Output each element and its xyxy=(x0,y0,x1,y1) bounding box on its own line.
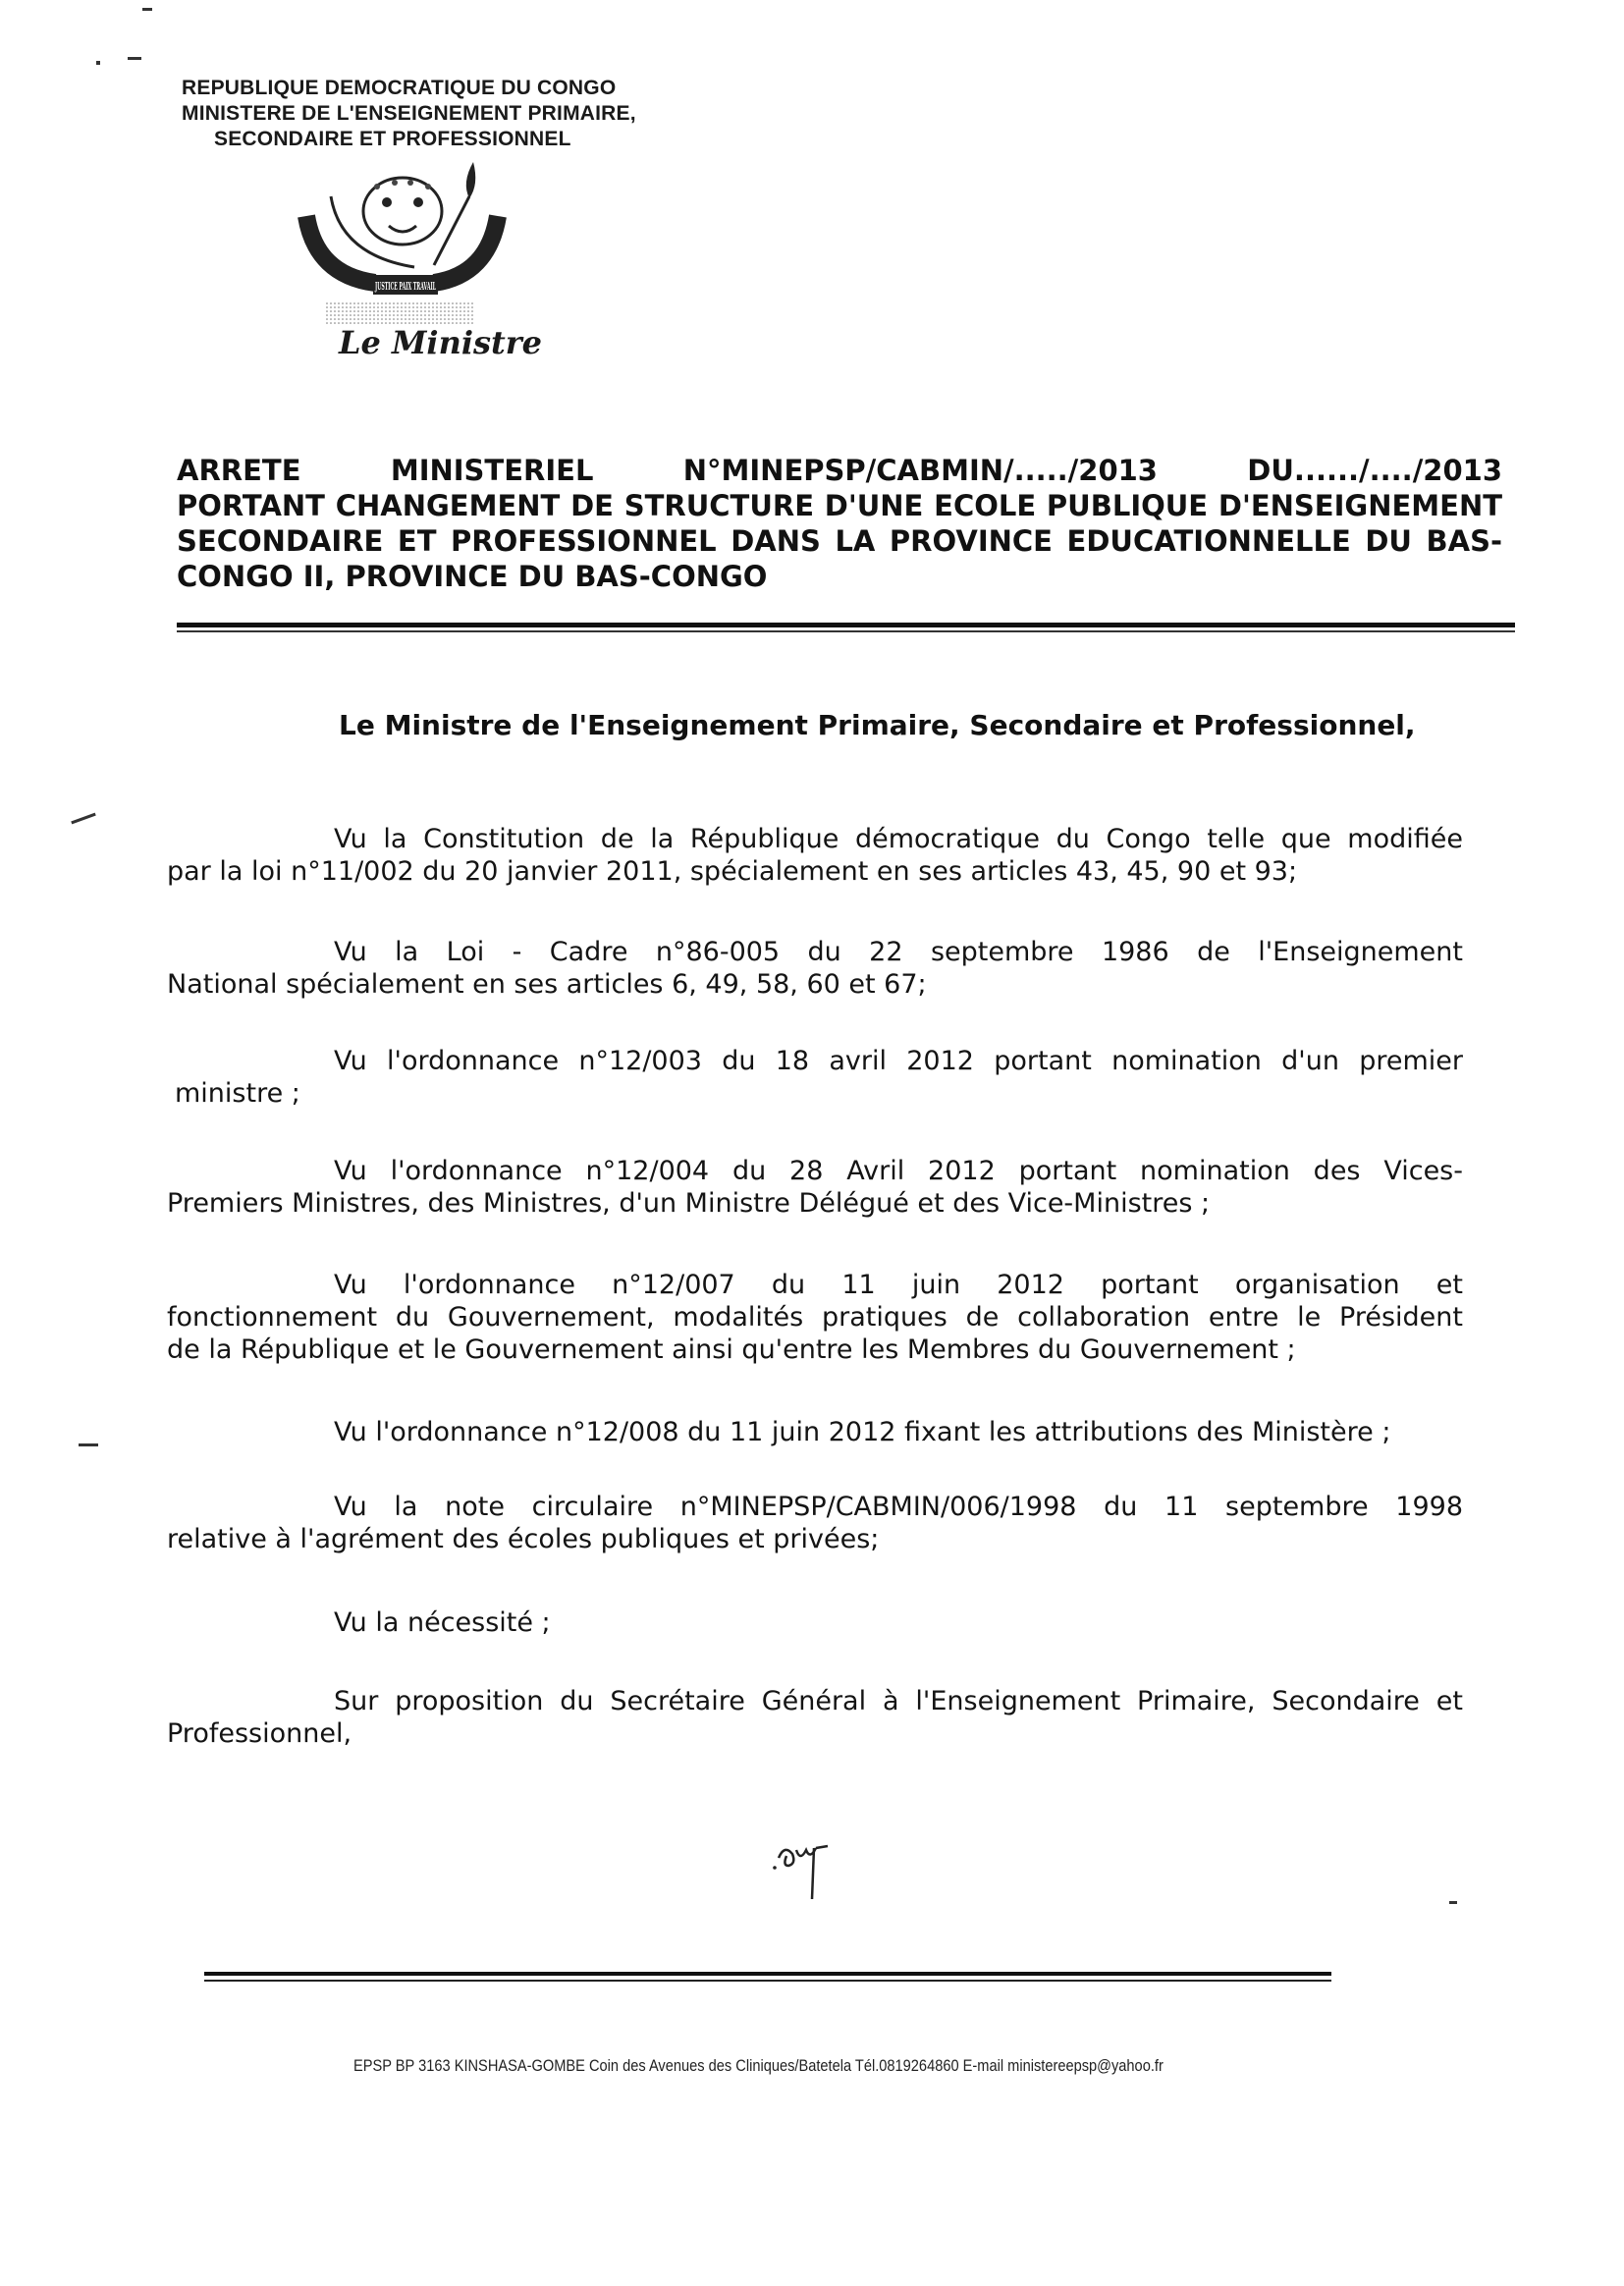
handwritten-initials xyxy=(771,1836,839,1905)
title-rule-thin xyxy=(177,630,1515,632)
paragraph-ordonnance-008 xyxy=(167,1416,1463,1448)
paragraph-necessite xyxy=(167,1606,1463,1639)
scan-speck xyxy=(142,8,152,11)
paragraph-line: Professionnel, xyxy=(167,1718,352,1749)
paragraph-line: National spécialement en ses articles 6, 49, 58, 60 et 67; xyxy=(167,969,927,1000)
signature-block-title: Le Ministre xyxy=(339,324,543,361)
paragraph-line: Vu la Constitution de la République démocratique du Congo telle que modifiée xyxy=(334,824,1463,854)
paragraph-line: Vu l'ordonnance n°12/004 du 28 Avril 2012 portant nomination des Vices- xyxy=(334,1156,1463,1186)
paragraph-line: Vu la Loi - Cadre n°86-005 du 22 septembre 1986 de l'Enseignement xyxy=(334,937,1463,967)
paragraph-line: Sur proposition du Secrétaire Général à l'Enseignement Primaire, Secondaire et xyxy=(334,1686,1463,1716)
decree-number: ARRETE MINISTERIEL N°MINEPSP/CABMIN/...../2013 DU....../..../2013 xyxy=(177,454,1502,487)
paragraph-line: ministre ; xyxy=(175,1078,300,1109)
paragraph-line: Vu l'ordonnance n°12/008 du 11 juin 2012 fixant les attributions des Ministère ; xyxy=(334,1417,1391,1447)
scan-speck xyxy=(1449,1901,1457,1904)
title-rule xyxy=(177,623,1515,627)
scan-speck xyxy=(128,57,141,60)
paragraph-line: Vu l'ordonnance n°12/007 du 11 juin 2012 portant organisation et xyxy=(334,1270,1463,1300)
paragraph-ordonnance-004 xyxy=(167,1155,1463,1220)
paragraph-note-circulaire xyxy=(167,1491,1463,1555)
paragraph-line: relative à l'agrément des écoles publiques et privées; xyxy=(167,1524,880,1554)
minister-heading: Le Ministre de l'Enseignement Primaire, Secondaire et Professionnel, xyxy=(339,709,1416,741)
header-republic: REPUBLIQUE DEMOCRATIQUE DU CONGO xyxy=(182,77,617,99)
congo-emblem-icon xyxy=(287,157,513,344)
scan-speck xyxy=(71,813,95,825)
paragraph-line: de la République et le Gouvernement ainsi qu'entre les Membres du Gouvernement ; xyxy=(167,1334,1296,1365)
header-ministry-line1: MINISTERE DE L'ENSEIGNEMENT PRIMAIRE, xyxy=(182,102,636,125)
paragraph-line: Premiers Ministres, des Ministres, d'un Ministre Délégué et des Vice-Ministres ; xyxy=(167,1188,1211,1219)
decree-subject-line2: SECONDAIRE ET PROFESSIONNEL DANS LA PROVINCE EDUCATIONNELLE DU BAS- xyxy=(177,524,1502,558)
paragraph-constitution xyxy=(167,823,1463,888)
decree-subject-line3: CONGO II, PROVINCE DU BAS-CONGO xyxy=(177,560,768,593)
paragraph-line: Vu l'ordonnance n°12/003 du 18 avril 2012 portant nomination d'un premier xyxy=(334,1046,1463,1076)
scan-speck xyxy=(79,1443,98,1446)
paragraph-proposition xyxy=(167,1685,1463,1750)
decree-subject-line1: PORTANT CHANGEMENT DE STRUCTURE D'UNE ECOLE PUBLIQUE D'ENSEIGNEMENT xyxy=(177,489,1502,522)
paragraph-ordonnance-007 xyxy=(167,1269,1463,1366)
scan-speck xyxy=(96,61,100,65)
paragraph-line: fonctionnement du Gouvernement, modalités pratiques de collaboration entre le Président xyxy=(167,1302,1463,1333)
footer-rule xyxy=(204,1972,1331,1976)
paragraph-ordonnance-003 xyxy=(167,1045,1463,1110)
paragraph-line: Vu la note circulaire n°MINEPSP/CABMIN/006/1998 du 11 septembre 1998 xyxy=(334,1492,1463,1522)
emblem-motto: JUSTICE PAIX TRAVAIL xyxy=(374,280,437,293)
paragraph-line: par la loi n°11/002 du 20 janvier 2011, spécialement en ses articles 43, 45, 90 et 93; xyxy=(167,856,1298,887)
paragraph-loi-cadre xyxy=(167,936,1463,1001)
header-ministry-line2: SECONDAIRE ET PROFESSIONNEL xyxy=(214,128,571,150)
footer-address: EPSP BP 3163 KINSHASA-GOMBE Coin des Avenues des Cliniques/Batetela Tél.0819264860 E-mail ministereepsp@yahoo.fr xyxy=(353,2056,1164,2075)
footer-rule-thin xyxy=(204,1980,1331,1982)
paragraph-line: Vu la nécessité ; xyxy=(334,1607,551,1638)
